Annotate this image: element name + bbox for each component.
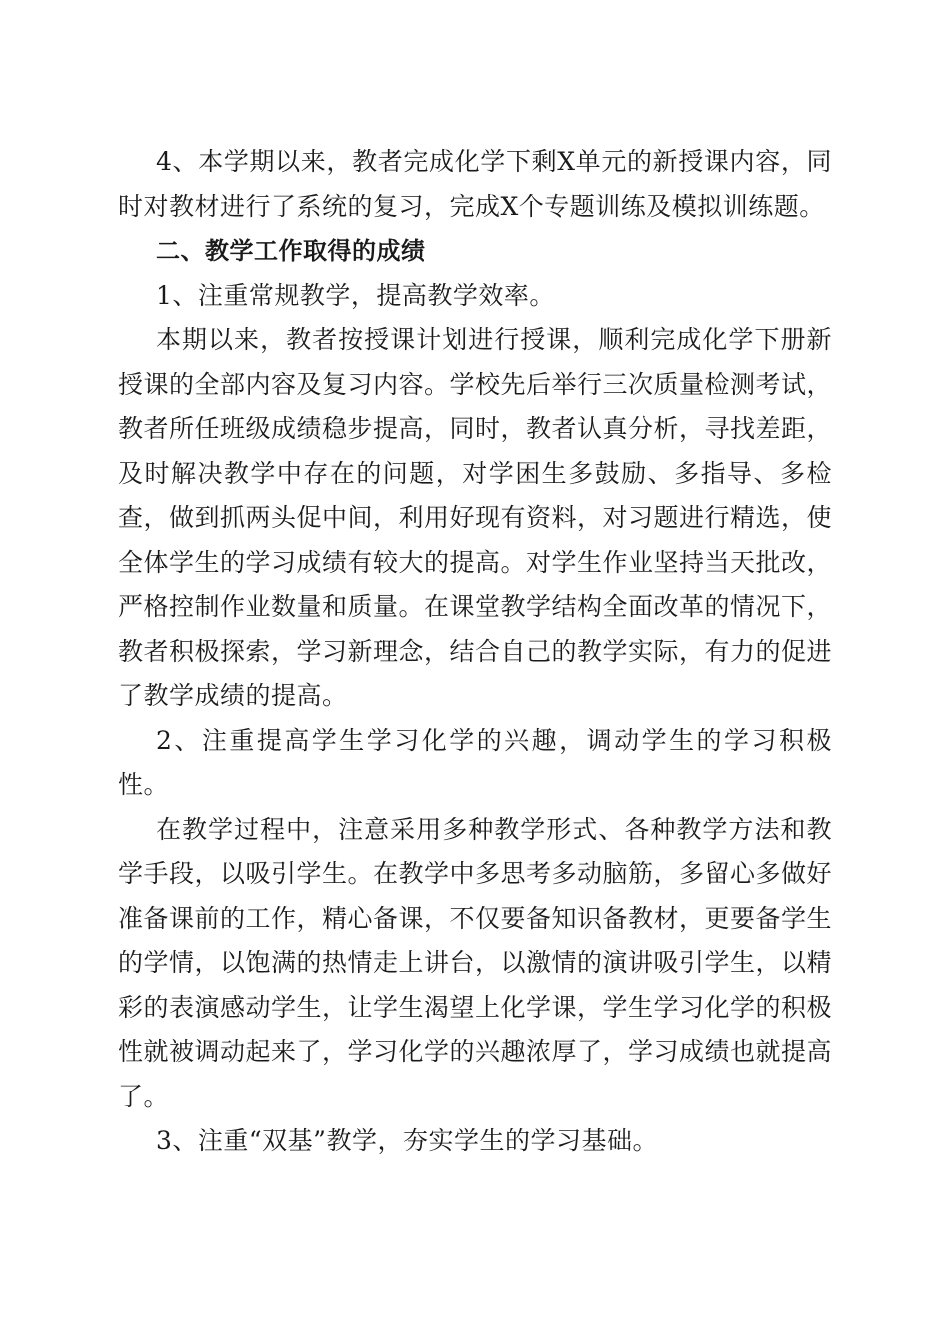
paragraph-item-4-summary: 4、本学期以来，教者完成化学下剩X单元的新授课内容，同时对教材进行了系统的复习，完成X个专题训练及模拟训练题。: [118, 147, 832, 221]
section-heading-achievements: 二、教学工作取得的成绩: [156, 237, 426, 265]
paragraph-routine-teaching: 本期以来，教者按授课计划进行授课，顺利完成化学下册新授课的全部内容及复习内容。学校先后举行三次质量检测考试，教者所任班级成绩稳步提高，同时，教者认真分析，寻找差距，及时解决教学中存在的问题，对学困生多鼓励、多指导、多检查，做到抓两头促中间，利用好现有资料，对习题进行精选，使全体学生的学习成绩有较大的提高。对学生作业坚持当天批改，严格控制作业数量和质量。在课堂教学结构全面改革的情况下，教者积极探索，学习新理念，结合自己的教学实际，有力的促进了教学成绩的提高。: [118, 325, 833, 710]
paragraph-student-interest: 在教学过程中，注意采用多种教学形式、各种教学方法和教学手段，以吸引学生。在教学中多思考多动脑筋，多留心多做好准备课前的工作，精心备课，不仅要备知识备教材，更要备学生的学情，以饱满的热情走上讲台，以激情的演讲吸引学生，以精彩的表演感动学生，让学生渴望上化学课，学生学习化学的积极性就被调动起来了，学习化学的兴趣浓厚了，学习成绩也就提高了。: [118, 814, 833, 1111]
subheading-routine-teaching: 1、注重常规教学，提高教学效率。: [156, 280, 555, 310]
subheading-double-basics: 3、注重“双基”教学，夯实学生的学习基础。: [156, 1126, 658, 1155]
document-body: [118, 140, 832, 1164]
subheading-student-interest: 2、注重提高学生学习化学的兴趣，调动学生的学习积极性。: [118, 725, 832, 799]
